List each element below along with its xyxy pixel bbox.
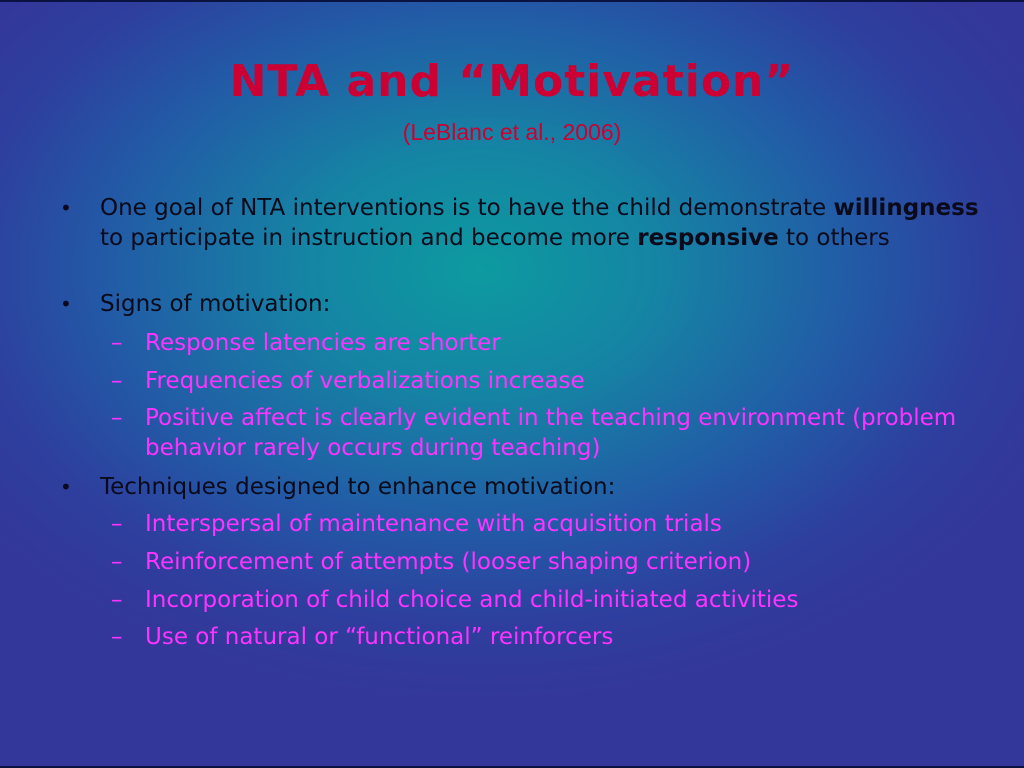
top-border-line xyxy=(0,0,1024,2)
bold-term-willingness: willingness xyxy=(833,195,979,221)
slide-subtitle: (LeBlanc et al., 2006) xyxy=(402,119,622,145)
dash-marker: – xyxy=(111,587,123,613)
sub-item: Incorporation of child choice and child-initiated activities xyxy=(145,587,799,613)
dash-marker: – xyxy=(111,549,123,575)
dash-marker: – xyxy=(111,330,123,356)
dash-marker: – xyxy=(111,368,123,394)
bullet-marker: • xyxy=(60,196,72,220)
sub-item: Interspersal of maintenance with acquisition trials xyxy=(145,511,722,537)
sub-item: Response latencies are shorter xyxy=(145,330,501,356)
sub-item: Use of natural or “functional” reinforcers xyxy=(145,624,614,650)
dash-marker: – xyxy=(111,405,123,431)
bullet-marker: • xyxy=(60,475,72,499)
slide-title: NTA and “Motivation” xyxy=(229,56,795,107)
bold-term-responsive: responsive xyxy=(637,225,779,251)
bullet-item-techniques: Techniques designed to enhance motivation: xyxy=(100,474,616,500)
sub-item: Frequencies of verbalizations increase xyxy=(145,368,585,394)
bullet-marker: • xyxy=(60,292,72,316)
bullet-item-signs: Signs of motivation: xyxy=(100,291,331,317)
dash-marker: – xyxy=(111,624,123,650)
bullet-text: One goal of NTA interventions is to have the child demonstrate xyxy=(100,195,834,221)
sub-item: Positive affect is clearly evident in the teaching environment (problem behavior rarely occurs during teaching) xyxy=(145,405,957,461)
bullet-text: to others xyxy=(778,225,890,251)
dash-marker: – xyxy=(111,511,123,537)
bullet-item-goal xyxy=(100,193,980,253)
sub-item: Reinforcement of attempts (looser shaping criterion) xyxy=(145,549,752,575)
bullet-text: to participate in instruction and become more xyxy=(100,225,638,251)
